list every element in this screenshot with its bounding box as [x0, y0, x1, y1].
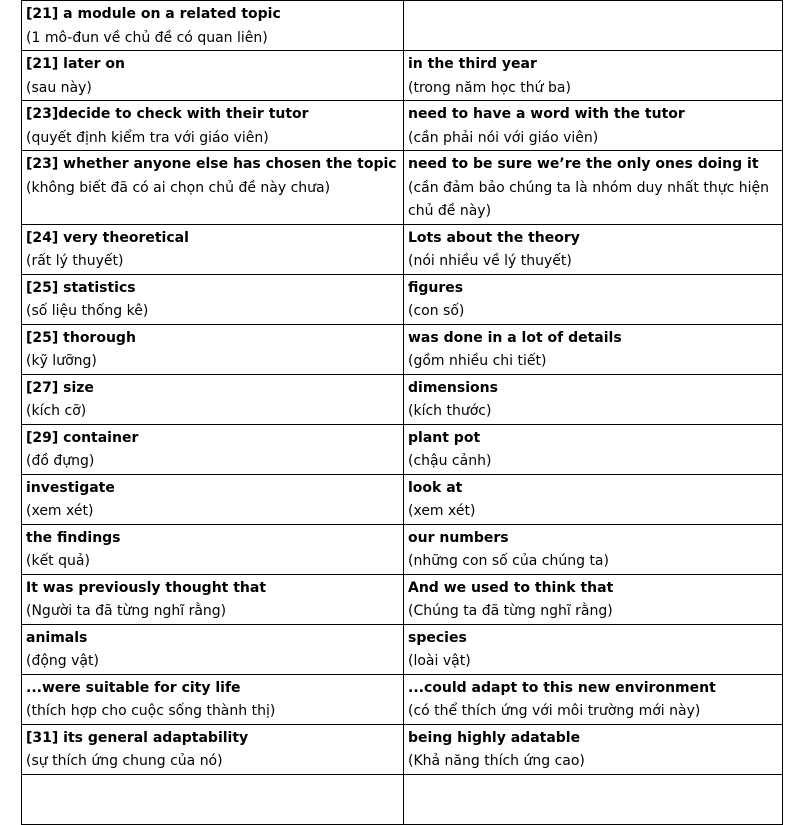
- table-row: [22, 374, 783, 424]
- right-vietnamese-translation: (chậu cảnh): [408, 453, 492, 469]
- left-english-phrase: [23] whether anyone else has chosen the topic: [26, 156, 397, 172]
- left-vietnamese-translation: (xem xét): [26, 503, 94, 519]
- left-vietnamese-translation: (1 mô-đun về chủ đề có quan liên): [26, 29, 268, 46]
- table-row: [22, 151, 783, 225]
- right-vietnamese-translation: (có thể thích ứng với môi trường mới này): [408, 703, 701, 719]
- left-vietnamese-translation: (sau này): [26, 79, 92, 96]
- right-english-phrase: was done in a lot of details: [408, 329, 622, 346]
- right-english-phrase: plant pot: [408, 429, 481, 446]
- right-cell: [404, 424, 783, 474]
- table-row: [22, 624, 783, 674]
- left-cell: [22, 624, 404, 674]
- left-english-phrase: [25] thorough: [26, 329, 136, 346]
- right-cell: [404, 674, 783, 724]
- table-row: [22, 224, 783, 274]
- left-english-phrase: [24] very theoretical: [26, 229, 189, 246]
- left-cell: [22, 524, 404, 574]
- right-cell: [404, 1, 783, 51]
- right-vietnamese-translation: (cần đảm bảo chúng ta là nhóm duy nhất thực hiện chủ đề này): [408, 179, 769, 219]
- right-vietnamese-translation: (Khả năng thích ứng cao): [408, 753, 585, 769]
- right-cell: [404, 574, 783, 624]
- right-vietnamese-translation: (trong năm học thứ ba): [408, 79, 571, 96]
- right-cell: [404, 224, 783, 274]
- left-cell: [22, 51, 404, 101]
- left-english-phrase: ...were suitable for city life: [26, 679, 241, 696]
- left-vietnamese-translation: (Người ta đã từng nghĩ rằng): [26, 603, 227, 619]
- left-english-phrase: [27] size: [26, 379, 94, 396]
- left-english-phrase: [29] container: [26, 429, 139, 446]
- right-english-phrase: our numbers: [408, 529, 509, 546]
- table-row: [22, 424, 783, 474]
- right-english-phrase: being highly adatable: [408, 729, 581, 746]
- right-vietnamese-translation: (loài vật): [408, 653, 471, 669]
- right-english-phrase: dimensions: [408, 379, 498, 396]
- left-english-phrase: [26, 777, 399, 801]
- left-vietnamese-translation: (số liệu thống kê): [26, 303, 149, 319]
- right-vietnamese-translation: (con số): [408, 303, 465, 319]
- left-english-phrase: [21] a module on a related topic: [26, 6, 281, 22]
- left-english-phrase: [25] statistics: [26, 279, 136, 296]
- left-cell: [22, 101, 404, 151]
- right-english-phrase: [408, 3, 778, 27]
- table-row: [22, 724, 783, 774]
- table-row: [22, 274, 783, 324]
- table-row: [22, 674, 783, 724]
- left-cell: [22, 424, 404, 474]
- right-english-phrase: Lots about the theory: [408, 229, 580, 246]
- left-vietnamese-translation: (thích hợp cho cuộc sống thành thị): [26, 703, 276, 719]
- right-vietnamese-translation: (nói nhiều về lý thuyết): [408, 253, 572, 269]
- left-english-phrase: the findings: [26, 529, 121, 546]
- left-vietnamese-translation: (kết quả): [26, 553, 90, 569]
- table-row: [22, 1, 783, 51]
- right-vietnamese-translation: [408, 800, 778, 824]
- left-english-phrase: It was previously thought that: [26, 579, 267, 596]
- left-english-phrase: investigate: [26, 479, 115, 496]
- table-row: [22, 51, 783, 101]
- right-cell: [404, 624, 783, 674]
- left-cell: [22, 324, 404, 374]
- right-english-phrase: And we used to think that: [408, 579, 614, 596]
- left-vietnamese-translation: (động vật): [26, 653, 99, 669]
- right-english-phrase: need to be sure we’re the only ones doing it: [408, 156, 759, 172]
- right-english-phrase: look at: [408, 479, 463, 496]
- right-cell: [404, 724, 783, 774]
- left-cell: [22, 374, 404, 424]
- right-vietnamese-translation: (kích thước): [408, 403, 492, 419]
- table-row: [22, 524, 783, 574]
- right-english-phrase: ...could adapt to this new environment: [408, 679, 716, 696]
- right-cell: [404, 274, 783, 324]
- right-vietnamese-translation: (Chúng ta đã từng nghĩ rằng): [408, 603, 613, 619]
- right-cell: [404, 524, 783, 574]
- left-vietnamese-translation: (sự thích ứng chung của nó): [26, 753, 223, 769]
- left-vietnamese-translation: (không biết đã có ai chọn chủ đề này chưa): [26, 179, 331, 196]
- left-cell: [22, 474, 404, 524]
- right-vietnamese-translation: (gồm nhiều chi tiết): [408, 353, 547, 369]
- right-vietnamese-translation: (xem xét): [408, 503, 476, 519]
- left-cell: [22, 151, 404, 225]
- left-vietnamese-translation: (rất lý thuyết): [26, 253, 124, 269]
- left-cell: [22, 674, 404, 724]
- left-vietnamese-translation: (đồ đựng): [26, 453, 95, 469]
- left-cell: [22, 574, 404, 624]
- left-vietnamese-translation: (kỹ lưỡng): [26, 353, 97, 369]
- table-row: [22, 574, 783, 624]
- left-cell: [22, 774, 404, 824]
- left-english-phrase: animals: [26, 629, 88, 646]
- left-cell: [22, 724, 404, 774]
- right-cell: [404, 774, 783, 824]
- right-english-phrase: figures: [408, 279, 464, 296]
- table-row: [22, 101, 783, 151]
- vocabulary-table-body: [22, 1, 783, 825]
- right-vietnamese-translation: [408, 27, 778, 51]
- right-english-phrase: in the third year: [408, 56, 537, 72]
- right-cell: [404, 51, 783, 101]
- left-vietnamese-translation: (kích cỡ): [26, 403, 87, 419]
- right-english-phrase: species: [408, 629, 467, 646]
- right-cell: [404, 374, 783, 424]
- right-english-phrase: need to have a word with the tutor: [408, 106, 685, 122]
- table-row: [22, 774, 783, 824]
- left-english-phrase: [23]decide to check with their tutor: [26, 106, 309, 122]
- left-english-phrase: [21] later on: [26, 56, 125, 72]
- left-english-phrase: [31] its general adaptability: [26, 729, 249, 746]
- right-vietnamese-translation: (cần phải nói với giáo viên): [408, 129, 599, 146]
- vocabulary-table: [21, 0, 783, 825]
- left-vietnamese-translation: (quyết định kiểm tra với giáo viên): [26, 129, 269, 146]
- left-vietnamese-translation: [26, 800, 399, 824]
- right-cell: [404, 324, 783, 374]
- left-cell: [22, 1, 404, 51]
- right-cell: [404, 101, 783, 151]
- left-cell: [22, 274, 404, 324]
- table-row: [22, 474, 783, 524]
- right-cell: [404, 474, 783, 524]
- left-cell: [22, 224, 404, 274]
- right-cell: [404, 151, 783, 225]
- right-vietnamese-translation: (những con số của chúng ta): [408, 553, 609, 569]
- table-row: [22, 324, 783, 374]
- right-english-phrase: [408, 777, 778, 801]
